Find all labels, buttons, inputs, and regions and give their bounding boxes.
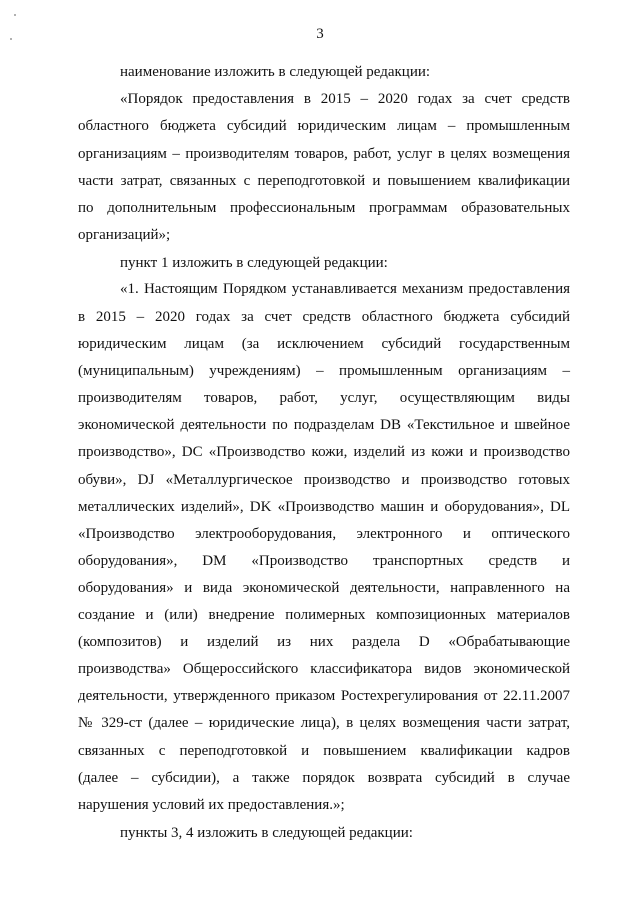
- text-line: производство», DC «Производство кожи, изделий из кожи и производство: [78, 444, 570, 460]
- text-line: (муниципальным) учреждениям) – промышленным организациям –: [78, 363, 570, 379]
- text-line: № 329-ст (далее – юридические лица), в целях возмещения части затрат,: [78, 715, 570, 731]
- page-number: 3: [316, 26, 324, 42]
- text-line: оборудования» и вида экономической деятельности, направленного на: [78, 580, 570, 596]
- text-line: юридическим лицам (за исключением субсидий государственным: [78, 336, 570, 352]
- text-line: организаций»;: [78, 227, 171, 243]
- text-line: «Порядок предоставления в 2015 – 2020 годах за счет средств: [120, 91, 570, 107]
- text-line: связанных с переподготовкой и повышением квалификации кадров: [78, 743, 570, 759]
- text-line: пункт 1 изложить в следующей редакции:: [120, 255, 388, 271]
- text-line: «1. Настоящим Порядком устанавливается механизм предоставления: [120, 281, 570, 297]
- text-line: наименование изложить в следующей редакции:: [120, 64, 431, 80]
- text-line: экономической деятельности по подразделам DB «Текстильное и швейное: [78, 417, 570, 433]
- text-line: части затрат, связанных с переподготовкой и повышением квалификации: [78, 173, 570, 189]
- text-line: металлических изделий», DK «Производство машин и оборудования», DL: [78, 499, 570, 515]
- text-line: производства» Общероссийского классификатора видов экономической: [78, 661, 570, 677]
- text-line: (далее – субсидии), а также порядок возврата субсидий в случае: [78, 770, 570, 786]
- scan-speck: [14, 14, 16, 16]
- text-line: «Производство электрооборудования, электронного и оптического: [78, 526, 570, 542]
- text-line: производителям товаров, работ, услуг, осуществляющим виды: [78, 390, 570, 406]
- text-line: создание и (или) внедрение полимерных композиционных материалов: [78, 607, 570, 623]
- text-line: по дополнительным профессиональным программам образовательных: [78, 200, 570, 216]
- text-line: организациям – производителям товаров, работ, услуг в целях возмещения: [78, 146, 570, 162]
- text-line: обуви», DJ «Металлургическое производство и производство готовых: [78, 472, 570, 488]
- text-line: деятельности, утвержденного приказом Ростехрегулирования от 22.11.2007: [78, 688, 570, 704]
- text-line: оборудования», DM «Производство транспортных средств и: [78, 553, 570, 569]
- text-line: (композитов) и изделий из них раздела D «Обрабатывающие: [78, 634, 570, 650]
- text-line: в 2015 – 2020 годах за счет средств областного бюджета субсидий: [78, 309, 570, 325]
- text-line: нарушения условий их предоставления.»;: [78, 797, 345, 813]
- text-line: областного бюджета субсидий юридическим лицам – промышленным: [78, 118, 570, 134]
- text-line: пункты 3, 4 изложить в следующей редакции:: [120, 825, 413, 841]
